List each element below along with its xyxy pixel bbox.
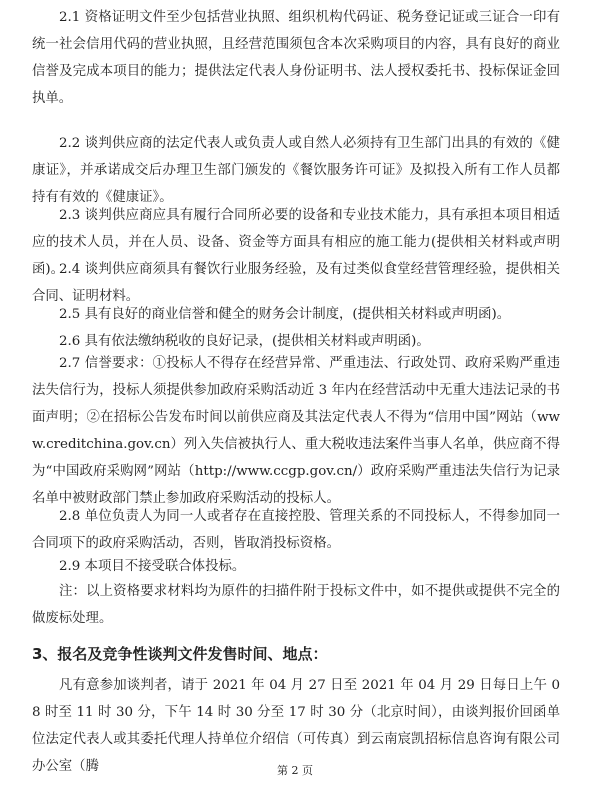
clause-2-1: 2.1 资格证明文件至少包括营业执照、组织机构代码证、税务登记证或三证合一印有统一社会信用代码的营业执照，且经营范围须包含本次采购项目的内容，具有良好的商业信誉及完成本项目的能力；提供法定代表人身份证明书、法人授权委托书、投标保证金回执单。: [32, 10, 560, 106]
clause-2-4: 2.4 谈判供应商须具有餐饮行业服务经验，及有过类似食堂经营管理经验，提供相关合同、证明材料。: [32, 262, 560, 304]
note-paragraph: 注：以上资格要求材料均为原件的扫描件附于投标文件中，如不提供或提供不完全的做废标处理。: [32, 584, 560, 626]
clause-2-8: 2.8 单位负责人为同一人或者存在直接控股、管理关系的不同投标人，不得参加同一合同项下的政府采购活动，否则，皆取消投标资格。: [32, 509, 560, 551]
section-3-paragraph: 凡有意参加谈判者，请于 2021 年 04 月 27 日至 2021 年 04 月 29 日每日上午 08 时至 11 时 30 分，下午 14 时 30 分至 17 时 30 分（北京时间），由谈判报价回函单位法定代表人或其委托代理人持单位介绍信（可传真）到云南宸凯招标信息咨询有限公司办公室（腾: [32, 678, 560, 774]
clause-2-3: 2.3 谈判供应商应具有履行合同所必要的设备和专业技术能力，具有承担本项目相适应的技术人员，并在人员、设备、资金等方面具有相应的施工能力(提供相关材料或声明函)。: [32, 208, 560, 277]
clause-2-2: 2.2 谈判供应商的法定代表人或负责人或自然人必须持有卫生部门出具的有效的《健康证》，并承诺成交后办理卫生部门颁发的《餐饮服务许可证》及拟投入所有工作人员都持有有效的《健康证》。: [32, 136, 560, 205]
section-3-heading: 3、报名及竞争性谈判文件发售时间、地点：: [32, 645, 328, 663]
clause-2-6: 2.6 具有依法缴纳税收的良好记录，(提供相关材料或声明函)。: [59, 334, 430, 349]
clause-2-7: 2.7 信誉要求：①投标人不得存在经营异常、严重违法、行政处罚、政府采购严重违法失信行为，投标人须提供参加政府采购活动近 3 年内在经营活动中无重大违法记录的书面声明；②在招标公告发布时间以前供应商及其法定代表人不得为“信用中国”网站（www.creditchina.gov.cn）列入失信被执行人、重大税收违法案件当事人名单，供应商不得为“中国政府采购网”网站（http://www.ccgp.gov.cn/）政府采购严重违法失信行为记录名单中被财政部门禁止参加政府采购活动的投标人。: [32, 356, 560, 506]
clause-2-9: 2.9 本项目不接受联合体投标。: [59, 559, 246, 574]
page-number: 第 2 页: [277, 764, 313, 777]
clause-2-5: 2.5 具有良好的商业信誉和健全的财务会计制度，(提供相关材料或声明函)。: [59, 307, 511, 322]
